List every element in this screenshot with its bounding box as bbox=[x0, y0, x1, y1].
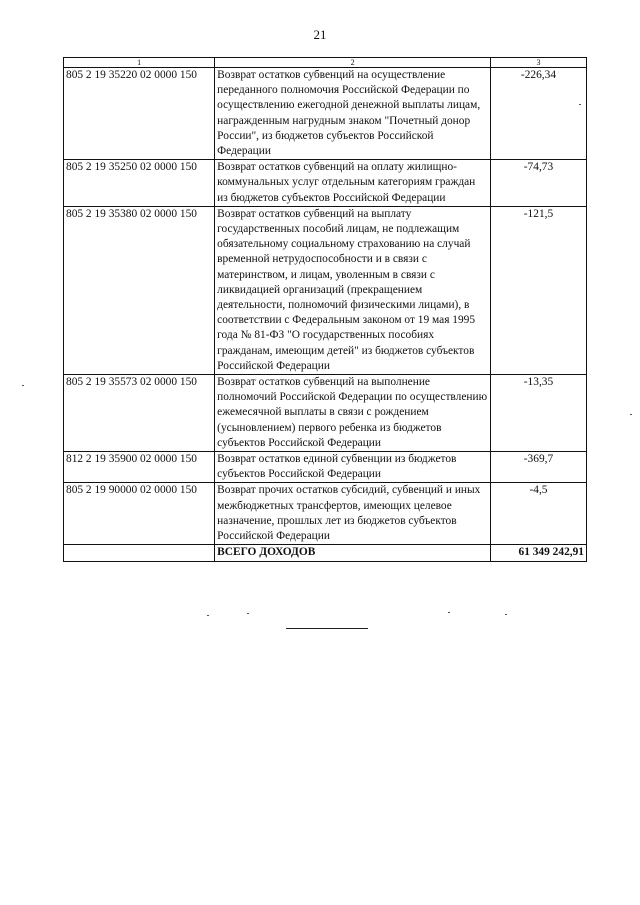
revenue-table bbox=[63, 57, 587, 562]
scan-speck bbox=[505, 614, 507, 615]
table-row bbox=[64, 375, 587, 452]
total-amount: 61 349 242,91 bbox=[490, 545, 586, 561]
scan-speck bbox=[22, 385, 24, 386]
amount: -13,35 bbox=[490, 375, 586, 452]
revenue-description: Возврат остатков единой субвенции из бюджетов субъектов Российской Федерации bbox=[215, 452, 491, 483]
table-row bbox=[64, 452, 587, 483]
table-row bbox=[64, 483, 587, 545]
amount: -121,5 bbox=[490, 206, 586, 374]
amount: -369,7 bbox=[490, 452, 586, 483]
column-header-code: 1 bbox=[64, 58, 215, 68]
revenue-description: Возврат прочих остатков субсидий, субвенций и иных межбюджетных трансфертов, имеющих целевое назначение, прошлых лет из бюджетов субъектов Российской Федерации bbox=[215, 483, 491, 545]
revenue-description: Возврат остатков субвенций на осуществление переданного полномочия Российской Федерации по осуществлению ежегодной денежной выплаты лицам, награжденным нагрудным знаком "Почетный донор России", из бюджетов субъектов Российской Федерации bbox=[215, 68, 491, 160]
revenue-description: Возврат остатков субвенций на выполнение полномочий Российской Федерации по осуществлению ежемесячной выплаты в связи с рождением (усыновлением) первого ребенка из бюджетов субъектов Российской Федерации bbox=[215, 375, 491, 452]
amount: -4,5 bbox=[490, 483, 586, 545]
budget-code: 805 2 19 35250 02 0000 150 bbox=[64, 160, 215, 207]
scan-speck bbox=[247, 613, 249, 614]
budget-code: 805 2 19 35220 02 0000 150 bbox=[64, 68, 215, 160]
amount: -74,73 bbox=[490, 160, 586, 207]
revenue-description: Возврат остатков субвенций на оплату жилищно-коммунальных услуг отдельным категориям граждан из бюджетов субъектов Российской Федерации bbox=[215, 160, 491, 207]
scan-speck bbox=[579, 104, 581, 105]
table-header-row bbox=[64, 58, 587, 68]
column-header-amount: 3 bbox=[490, 58, 586, 68]
column-header-name: 2 bbox=[215, 58, 491, 68]
table-row bbox=[64, 68, 587, 160]
table-row bbox=[64, 160, 587, 207]
budget-code: 805 2 19 35380 02 0000 150 bbox=[64, 206, 215, 374]
budget-code: 805 2 19 90000 02 0000 150 bbox=[64, 483, 215, 545]
scan-speck bbox=[630, 414, 632, 415]
revenue-description: Возврат остатков субвенций на выплату государственных пособий лицам, не подлежащим обязательному социальному страхованию на случай временной нетрудоспособности и в связи с материнством, и лицам, уволенным в связи с ликвидацией организаций (прекращением деятельности, полномочий физическими лицами), в соответствии с Федеральным законом от 19 мая 1995 года № 81-ФЗ "О государственных пособиях гражданам, имеющим детей" из бюджетов субъектов Российской Федерации bbox=[215, 206, 491, 374]
closing-rule bbox=[286, 628, 368, 629]
amount: -226,34 bbox=[490, 68, 586, 160]
scan-speck bbox=[207, 615, 209, 616]
budget-code: 812 2 19 35900 02 0000 150 bbox=[64, 452, 215, 483]
table-row bbox=[64, 206, 587, 374]
page-number: 21 bbox=[313, 27, 327, 42]
scan-speck bbox=[448, 612, 450, 613]
total-empty-cell bbox=[64, 545, 215, 561]
budget-code: 805 2 19 35573 02 0000 150 bbox=[64, 375, 215, 452]
total-label: ВСЕГО ДОХОДОВ bbox=[215, 545, 491, 561]
total-row bbox=[64, 545, 587, 561]
